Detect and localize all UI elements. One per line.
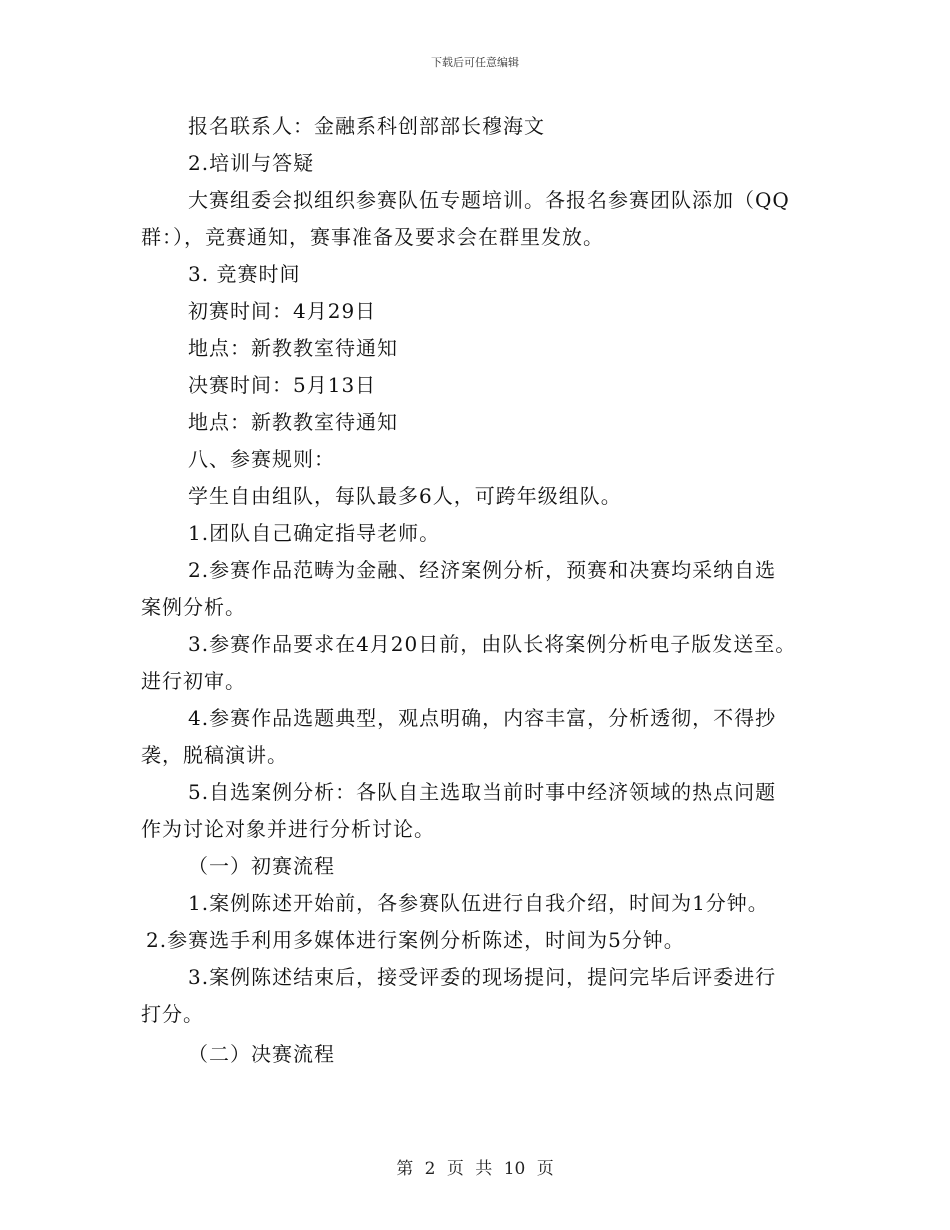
section-heading: 八、参赛规则： [188,447,335,471]
text-line: 初赛时间：4月29日 [188,299,377,323]
text-line: 进行初审。 [141,669,246,693]
text-line: 大赛组委会拟组织参赛队伍专题培训。各报名参赛团队添加（QQ [188,188,790,212]
text-line: 报名联系人：金融系科创部部长穆海文 [188,114,545,138]
text-line: 3.案例陈述结束后，接受评委的现场提问，提问完毕后评委进行 [188,965,777,989]
page-header: 下载后可任意编辑 [431,56,519,69]
text-line: 打分。 [141,1002,204,1026]
text-line: 地点：新教教室待通知 [188,410,398,434]
text-line: 1.团队自己确定指导老师。 [188,521,441,545]
text-line: 案例分析。 [141,595,246,619]
page-number-footer: 第 2 页 共 10 页 [396,1159,554,1179]
section-heading: （一）初赛流程 [188,854,335,878]
text-line: 5.自选案例分析：各队自主选取当前时事中经济领域的热点问题 [188,780,777,804]
text-line: 群：），竞赛通知，赛事准备及要求会在群里发放。 [141,225,604,249]
text-line: 1.案例陈述开始前，各参赛队伍进行自我介绍，时间为1分钟。 [188,891,769,915]
text-line: 地点：新教教室待通知 [188,336,398,360]
text-line: 4.参赛作品选题典型，观点明确，内容丰富，分析透彻，不得抄 [188,706,777,730]
text-line: 决赛时间：5月13日 [188,373,377,397]
section-heading: （二）决赛流程 [188,1042,335,1066]
text-line: 袭，脱稿演讲。 [141,743,288,767]
text-line: 3. 竞赛时间 [188,262,301,286]
text-line: 3.参赛作品要求在4月20日前，由队长将案例分析电子版发送至。 [188,632,797,656]
text-line: 2.培训与答疑 [188,151,315,175]
text-line: 学生自由组队，每队最多6人，可跨年级组队。 [188,484,622,508]
text-line: 2.参赛选手利用多媒体进行案例分析陈述，时间为5分钟。 [146,928,685,952]
text-line: 2.参赛作品范畴为金融、经济案例分析，预赛和决赛均采纳自选 [188,558,777,582]
text-line: 作为讨论对象并进行分析讨论。 [141,817,435,841]
